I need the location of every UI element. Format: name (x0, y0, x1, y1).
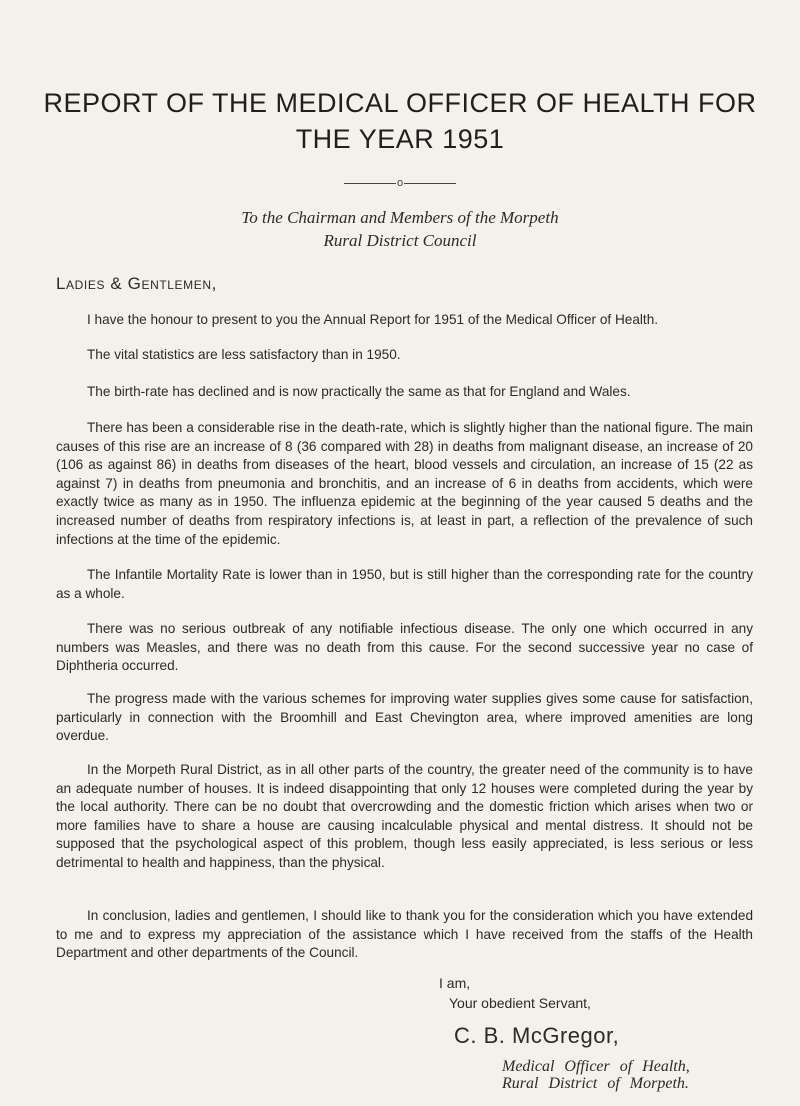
signature-name: C. B. McGregor, (454, 1023, 620, 1048)
office-title-line1: Medical Officer of Health, (502, 1058, 690, 1075)
report-title-line2: THE YEAR 1951 (295, 124, 505, 154)
paragraph-vital-statistics: The vital statistics are less satisfactory than in 1950. (87, 347, 401, 362)
closing-i-am: I am, (439, 975, 471, 991)
paragraph-birth-rate: The birth-rate has declined and is now practically the same as that for England and Wales. (87, 384, 631, 399)
office-title-line2: Rural District of Morpeth. (502, 1075, 689, 1092)
paragraph-conclusion: In conclusion, ladies and gentlemen, I should like to thank you for the consideration which you have extended to me and to express my appreciation of the assistance which I have received from the staffs of the Health Department and other departments of the Council. (56, 908, 753, 961)
paragraph-annual-report: I have the honour to present to you the Annual Report for 1951 of the Medical Officer of Health. (87, 312, 659, 327)
paragraph-infectious-disease: There was no serious outbreak of any notifiable infectious disease. The only one which occurred in any numbers was Measles, and there was no death from this cause. For the second successive year no case of Diphtheria occurred. (56, 621, 753, 674)
paragraph-housing: In the Morpeth Rural District, as in all other parts of the country, the greater need of the community is to have an adequate number of houses. It is indeed disappointing that only 12 houses were completed during the year by the local authority. There can be no doubt that overcrowding and the domestic friction which arises when two or more families have to share a house are causing incalculable physical and mental distress. It should not be supposed that the psychological aspect of this problem, though less easily appreciated, is less serious or less detrimental to health and happiness, than the physical. (56, 762, 753, 870)
paragraph-death-rate: There has been a considerable rise in the death-rate, which is slightly higher than the national figure. The main causes of this rise are an increase of 8 (36 compared with 28) in deaths from malignant disease, an increase of 20 (106 as against 86) in deaths from diseases of the heart, blood vessels and circulation, an increase of 15 (22 as against 7) in deaths from pneumonia and bronchitis, and an increase of 6 in deaths from accidents, which were exactly twice as many as in 1950. The influenza epidemic at the beginning of the year caused 5 deaths and the increased number of deaths from respiratory infections is, at least in part, a reflection of the prevalence of such infections at the time of the epidemic. (56, 420, 753, 547)
report-title-line1: REPORT OF THE MEDICAL OFFICER OF HEALTH FOR (43, 88, 757, 118)
section-divider (0, 177, 800, 189)
address-line1: To the Chairman and Members of the Morpeth (241, 208, 559, 227)
closing-servant: Your obedient Servant, (449, 995, 591, 1011)
paragraph-infantile-mortality: The Infantile Mortality Rate is lower than in 1950, but is still higher than the corresponding rate for the country as a whole. (56, 567, 753, 601)
paragraph-water-supplies: The progress made with the various schemes for improving water supplies gives some cause for satisfaction, particularly in connection with the Broomhill and East Chevington area, where improved amenities are long overdue. (56, 691, 753, 744)
divider-mark: o (396, 176, 404, 189)
salutation: Ladies & Gentlemen, (56, 274, 217, 293)
address-line2: Rural District Council (323, 231, 477, 250)
